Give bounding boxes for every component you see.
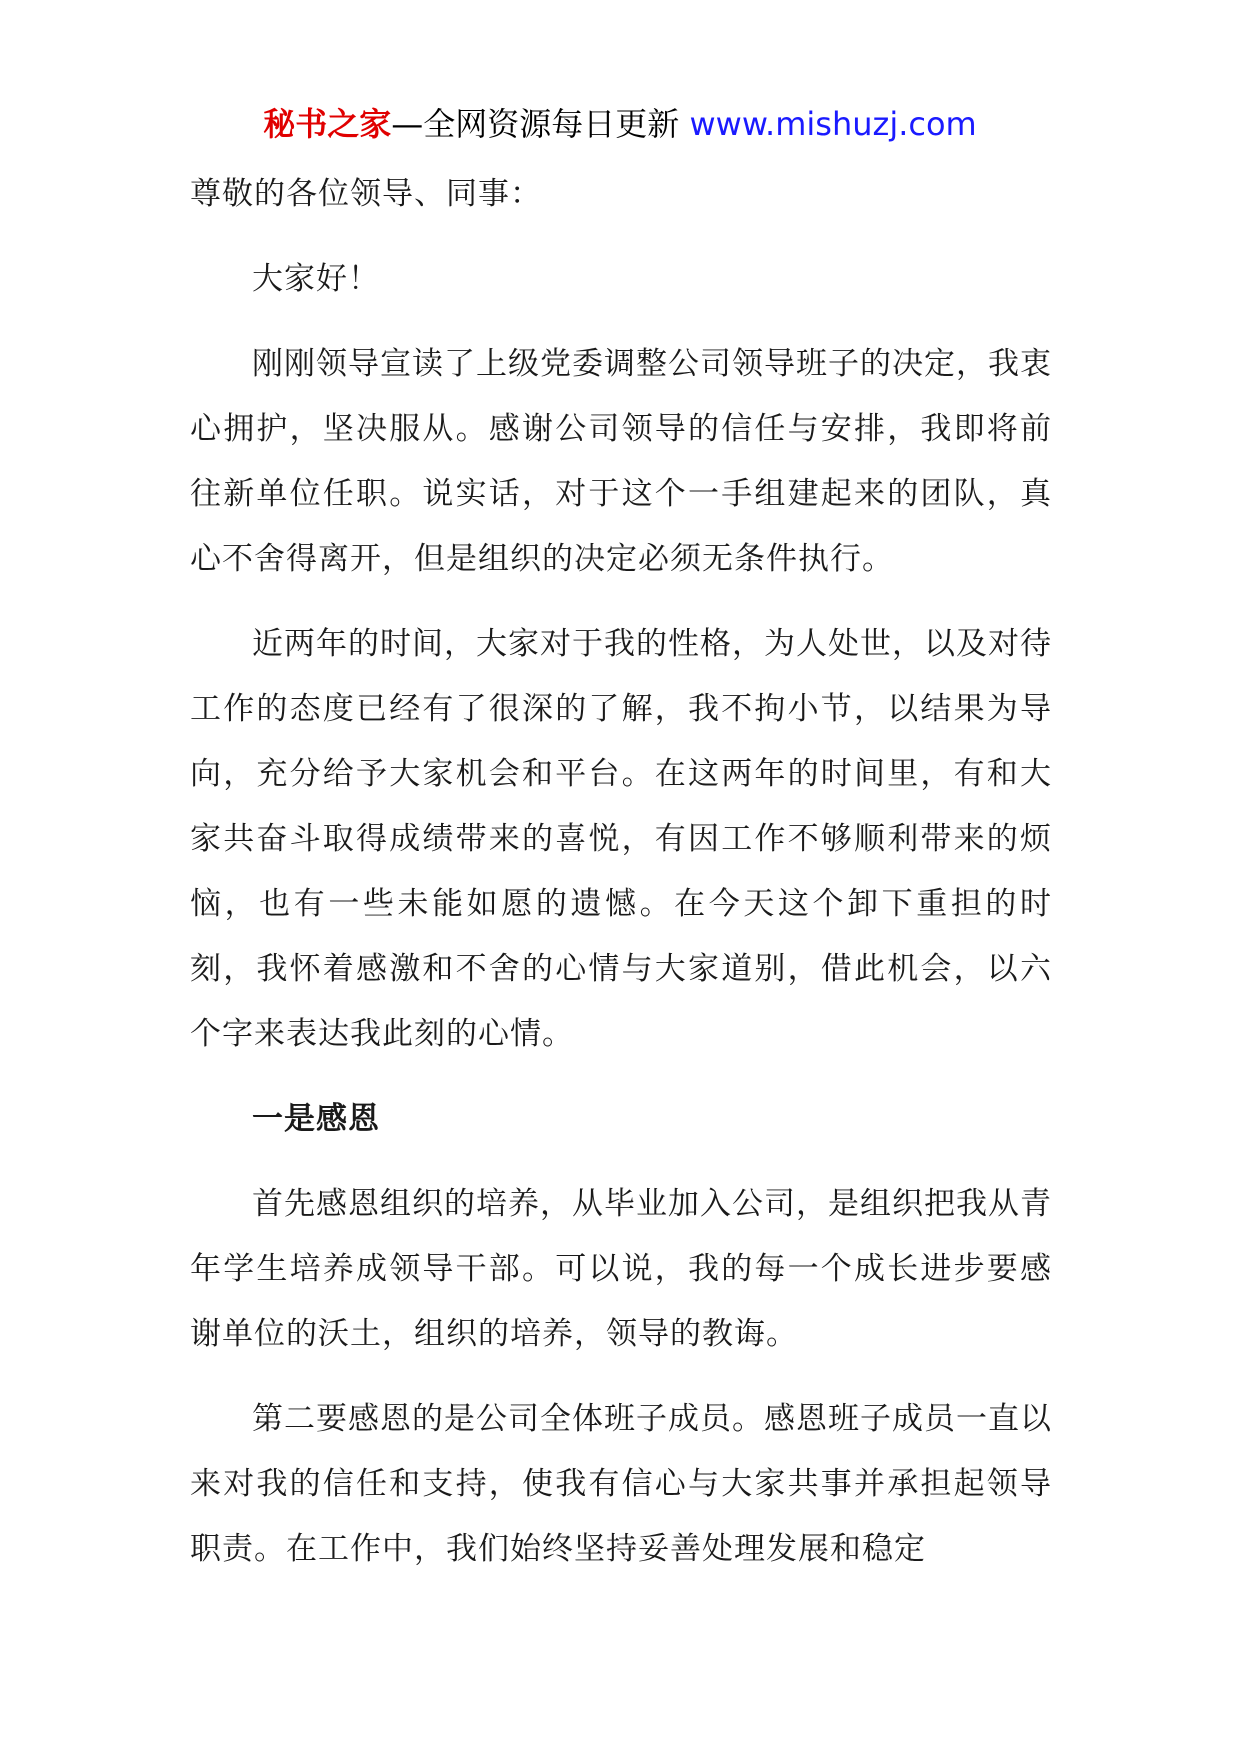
header-site-link[interactable]: www.mishuzj.com [689, 105, 977, 143]
document-body [190, 162, 1052, 1602]
paragraph-1: 刚刚领导宣读了上级党委调整公司领导班子的决定，我衷心拥护，坚决服从。感谢公司领导的信任与安排，我即将前往新单位任职。说实话，对于这个一手组建起来的团队，真心不舍得离开，但是组织的决定必须无条件执行。 [190, 346, 1052, 577]
greeting: 大家好！ [252, 261, 380, 297]
paragraph-2: 近两年的时间，大家对于我的性格，为人处世，以及对待工作的态度已经有了很深的了解，我不拘小节，以结果为导向，充分给予大家机会和平台。在这两年的时间里，有和大家共奋斗取得成绩带来的喜悦，有因工作不够顺利带来的烦恼，也有一些未能如愿的遗憾。在今天这个卸下重担的时刻，我怀着感激和不舍的心情与大家道别，借此机会，以六个字来表达我此刻的心情。 [190, 626, 1052, 1052]
section-paragraph-2: 第二要感恩的是公司全体班子成员。感恩班子成员一直以来对我的信任和支持，使我有信心与大家共事并承担起领导职责。在工作中，我们始终坚持妥善处理发展和稳定 [190, 1401, 1052, 1567]
header-tagline: —全网资源每日更新 [391, 105, 680, 143]
site-header [0, 102, 1240, 146]
section-heading: 一是感恩 [252, 1101, 380, 1137]
header-brand: 秘书之家 [263, 105, 392, 143]
salutation: 尊敬的各位领导、同事： [190, 176, 542, 212]
section-paragraph-1: 首先感恩组织的培养，从毕业加入公司，是组织把我从青年学生培养成领导干部。可以说，我的每一个成长进步要感谢单位的沃土，组织的培养，领导的教诲。 [190, 1186, 1052, 1352]
